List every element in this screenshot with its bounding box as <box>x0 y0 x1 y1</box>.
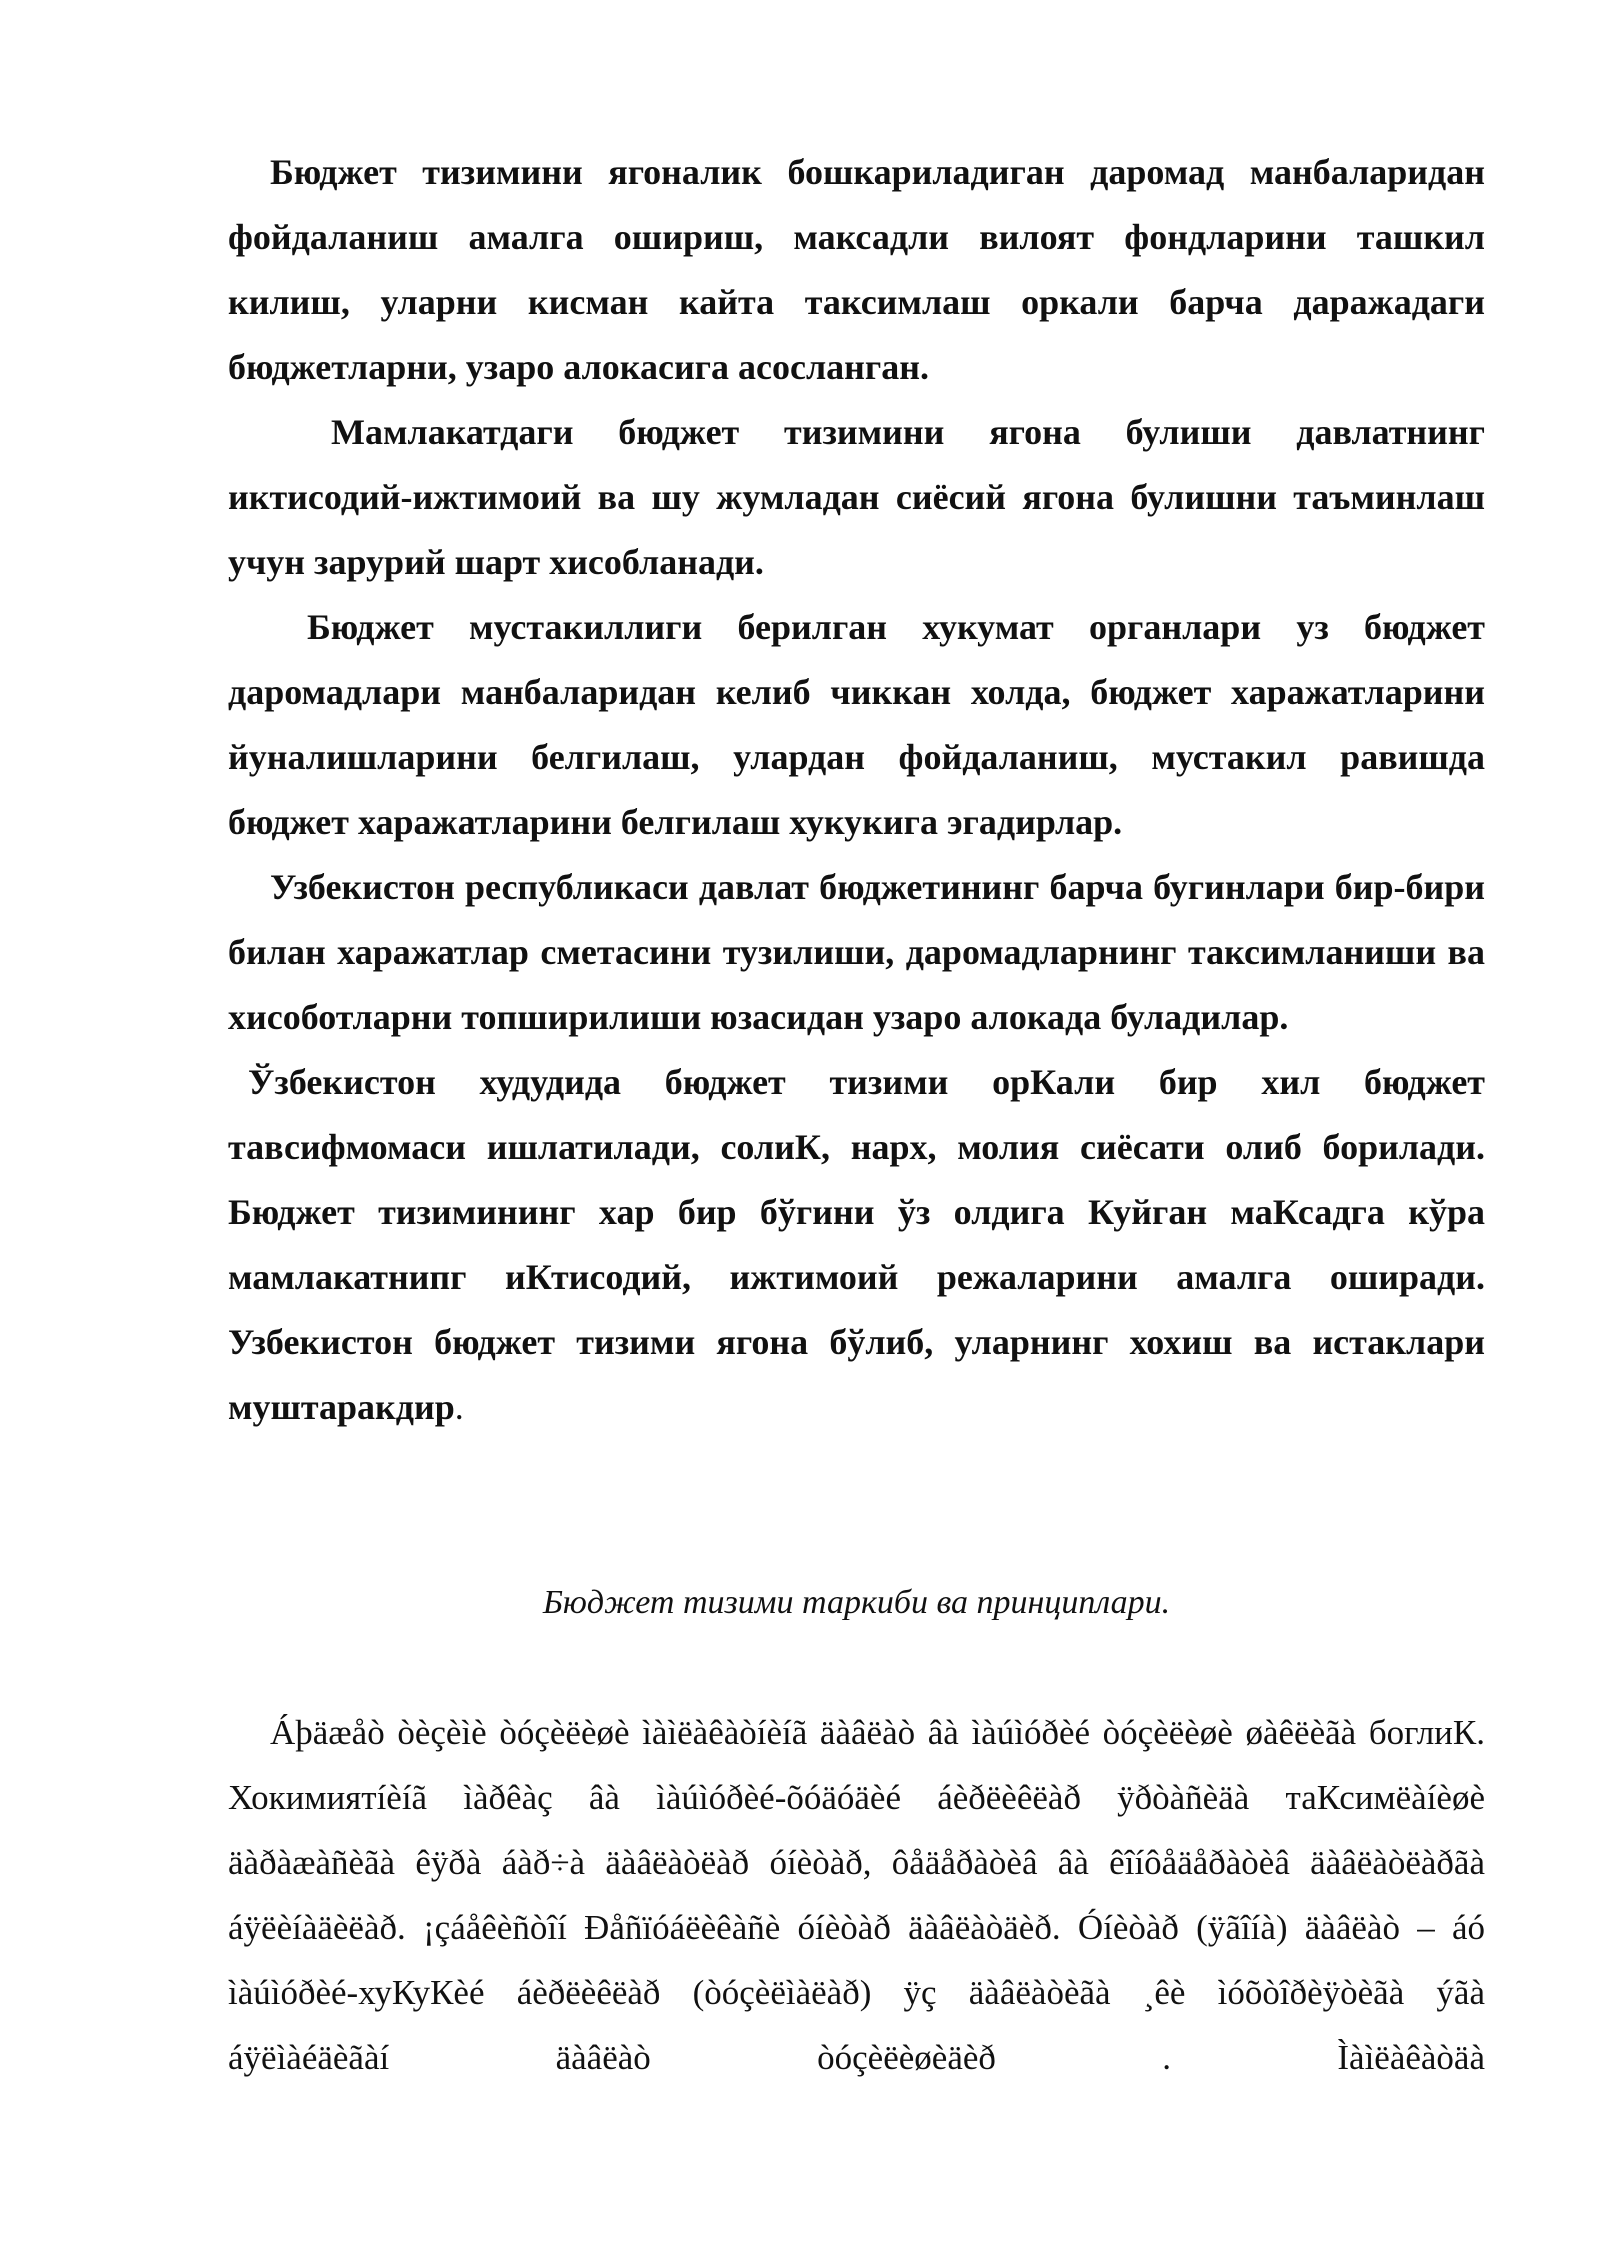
paragraph-text: Ўзбекистон худудида бюджет тизими орКали бир хил бюджет тавсифмомаси ишлатилади, солиК, нарх, молия сиёсати олиб борилади. Бюджет тизимининг хар бир бўгини ўз олдига Куйган маКсадга кўра мамлакатнипг иКтисодий, ижтимоий режаларини амалга оширади. Узбекистон бюджет тизими ягона бўлиб, уларнинг хохиш ва истаклари муштаракдир <box>228 1062 1485 1427</box>
paragraph-budget-links: Узбекистон республикаси давлат бюджетининг барча бугинлари бир-бири билан харажатлар сметасини тузилиши, даромадларнинг таксимланиши ва хисоботларни топширилиши юзасидан узаро алокада буладилар. <box>228 867 1485 1037</box>
paragraph-encoded-text: Áþäæåò òèçèìè òóçèëèøè ìàìëàêàòíèíã äàâëàò âà ìàúìóðèé òóçèëèøè øàêëèãà боглиК. Хокимиятíèíã ìàðêàç âà ìàúìóðèé-õóäóäèé áèðëèêëàð ÿðòàñèäà таКсимëàíèøè äàðàæàñèãà êÿðà áàð÷à äàâëàòëàð óíèòàð, ôåäåðàòèâ âà êîíôåäåðàòèâ äàâëàòëàðãà áÿëèíàäèëàð. ¡çáåêèñòîí Ðåñïóáëèêàñè óíèòàð äàâëàòäèð. Óíèòàð (ÿãîíà) äàâëàò – áó ìàúìóðèé-хуКуКèé áèðëèêëàð (òóçèëìàëàð) ÿç äàâëàòèãà ¸êè ìóõòîðèÿòèãà ýãà áÿëìàéäèãàí äàâëàò òóçèëèøèäèð . Ìàìëàêàòäà <box>228 1713 1485 2077</box>
paragraph-end-period: . <box>454 1387 464 1427</box>
paragraph-state-unity: Мамлакатдаги бюджет тизимини ягона булиши давлатнинг иктисодий-ижтимоий ва шу жумладан сиёсий ягона булишни таъминлаш учун зарурий шарт хисобланади. <box>228 412 1485 582</box>
paragraph-uzbekistan-budget-system <box>228 1050 1485 1440</box>
section-heading: Бюджет тизими таркиби ва принциплари. <box>542 1584 1171 1621</box>
paragraph-budget-independence: Бюджет мустакиллиги берилган хукумат органлари уз бюджет даромадлари манбаларидан келиб чиккан холда, бюджет харажатларини йуналишларини белгилаш, улардан фойдаланиш, мустакил равишда бюджет харажатларини белгилаш хукукига эгадирлар. <box>228 607 1485 842</box>
body-text <box>228 140 1485 1440</box>
paragraph-budget-unity: Бюджет тизимини ягоналик бошкариладиган даромад манбаларидан фойдаланиш амалга ошириш, максадли вилоят фондларини ташкил килиш, уларни кисман кайта таксимлаш оркали барча даражадаги бюджетларни, узаро алокасига асосланган. <box>228 152 1485 387</box>
